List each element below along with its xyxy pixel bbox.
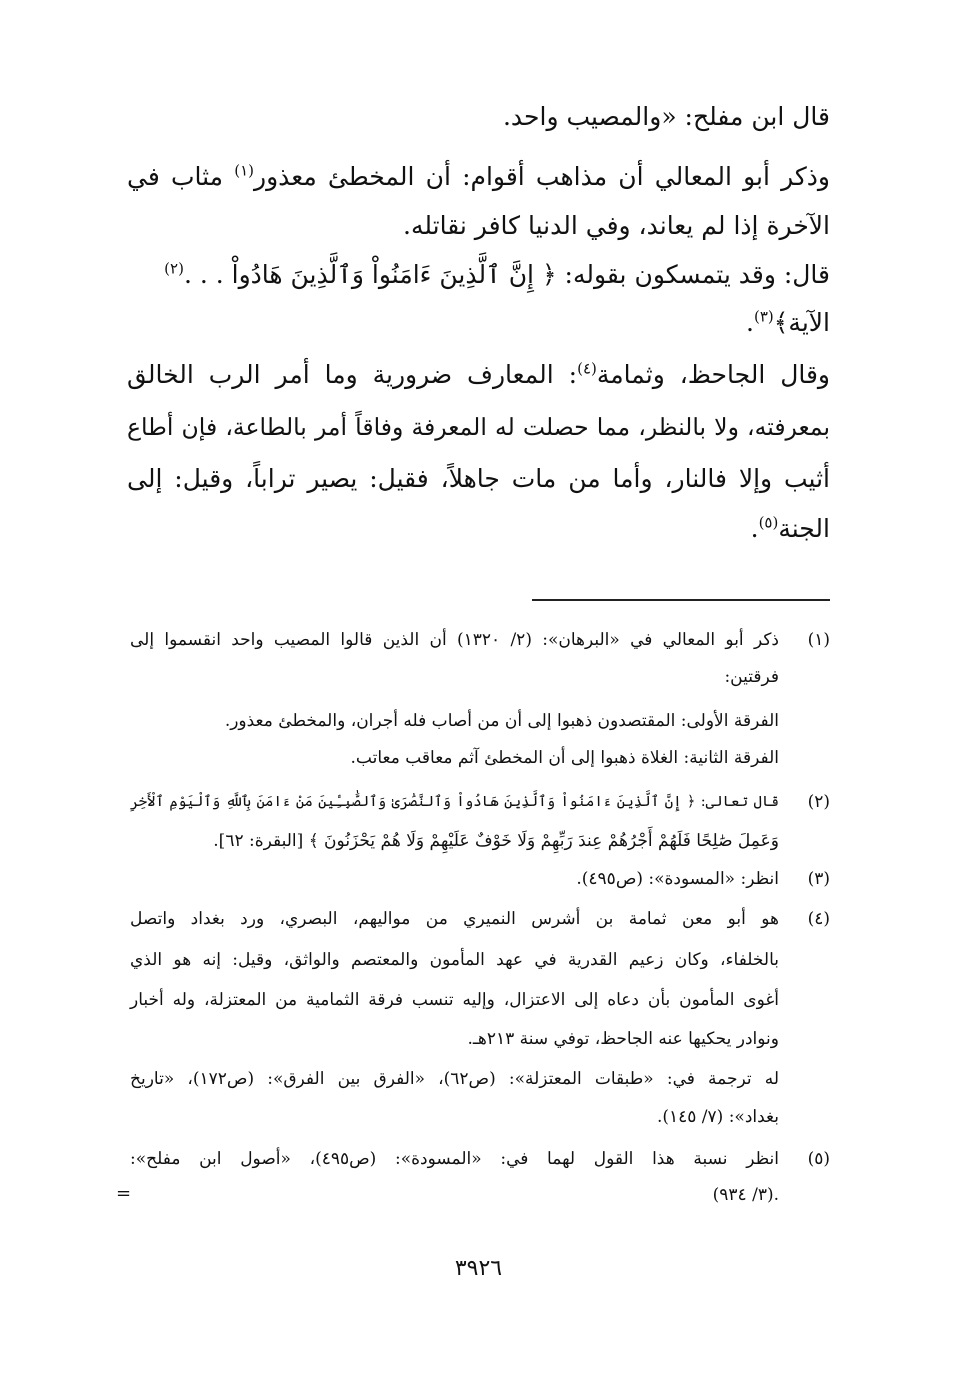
footnote-5-line-1: انظر نسبة هذا القول لهما في: «المسودة»: (ص٤٩٥)، «أصول ابن مفلح»: bbox=[130, 1149, 779, 1169]
footnote-2-line-1 bbox=[130, 787, 779, 817]
body-text: قال: وقد يتمسكون بقوله: bbox=[564, 260, 830, 289]
footnote-3-line-1: انظر: «المسودة»: (ص٤٩٥). bbox=[576, 869, 779, 889]
footnote-ref-2: (٢) bbox=[164, 259, 184, 278]
body-text: بمعرفته، ولا بالنظر، مما حصلت له المعرفة وفاقاً أمر بالطاعة، فإن أطاع bbox=[127, 413, 830, 441]
body-text: وذكر أبو المعالي أن مذاهب أقوام: أن المخطئ معذور bbox=[254, 162, 831, 191]
body-text: أثيب وإلا فالنار، وأما من مات جاهلاً، فقيل: يصير تراباً، وقيل: إلى bbox=[127, 464, 830, 493]
period: . bbox=[750, 514, 759, 543]
ellipsis: . . . bbox=[183, 260, 224, 289]
body-text: الآخرة إذا لم يعاند، وفي الدنيا كافر نقاتله. bbox=[403, 211, 830, 240]
footnote-4-line-5: له ترجمة في: «طبقات المعتزلة»: (ص٦٢)، «الفرق بين الفرق»: (ص١٧٢)، «تاريخ bbox=[130, 1069, 780, 1089]
body-line-9 bbox=[751, 509, 830, 549]
footnote-4-line-2: بالخلفاء، وكان زعيم القدرية في عهد المأمون والمعتصم والواثق، وقيل: إنه هو الذي bbox=[130, 950, 779, 970]
footnote-number-2: (٢) bbox=[807, 792, 830, 812]
footnote-1-line-1: ذكر أبو المعالي في «البرهان»: (٢/ ١٣٢٠) أن الذين قالوا المصيب واحد انقسموا إلى bbox=[130, 630, 779, 650]
body-line-1 bbox=[503, 97, 830, 137]
footnote-ref-3: (٣) bbox=[753, 307, 774, 326]
footnote-ref-5: (٥) bbox=[758, 513, 779, 532]
body-line-8 bbox=[127, 459, 830, 499]
body-text: مثاب في bbox=[127, 162, 224, 191]
body-line-3 bbox=[403, 206, 830, 246]
body-line-4 bbox=[164, 255, 830, 295]
footnote-4-line-6: بغداد»: (٧/ ١٤٥). bbox=[656, 1107, 779, 1127]
quran-verse: ﴿ إِنَّ ٱلَّذِينَ ءَامَنُواْ وَٱلَّذِينَ هَادُواْ bbox=[231, 260, 557, 289]
period: . bbox=[746, 308, 754, 337]
quran-bracket: ﴾ bbox=[773, 308, 789, 337]
body-text: الجنة bbox=[778, 514, 830, 543]
body-line-7 bbox=[127, 407, 830, 447]
footnote-4-line-4: ونوادر يحكيها عنه الجاحظ، توفي سنة ٢١٣هـ. bbox=[467, 1029, 779, 1049]
footnote-4-line-1: هو أبو معن ثمامة بن أشرس النميري من مواليهم، البصري، ورد بغداد واتصل bbox=[130, 909, 779, 929]
footnote-ref-4: (٤) bbox=[577, 359, 597, 378]
body-text: قال ابن مفلح: «والمصيب واحد. bbox=[502, 102, 830, 131]
surah-reference: [البقرة: ٦٢]. bbox=[213, 831, 304, 851]
body-text: : المعارف ضرورية وما أمر الرب الخالق bbox=[127, 360, 578, 389]
footnote-ref-1: (١) bbox=[234, 161, 255, 180]
body-text: الآية bbox=[788, 308, 830, 337]
page-number: ٣٩٢٦ bbox=[454, 1256, 503, 1281]
body-line-2 bbox=[127, 157, 830, 197]
body-text: وقال الجاحظ، وثمامة bbox=[596, 360, 831, 389]
footnote-number-1: (١) bbox=[807, 630, 830, 650]
continuation-mark: = bbox=[116, 1183, 132, 1204]
quran-verse: وَعَمِلَ صَٰلِحًا فَلَهُمْ أَجْرُهُمْ عِندَ رَبِّهِمْ وَلَا خَوْفٌ عَلَيْهِمْ وَلَا هُمْ يَحْزَنُونَ ﴾ bbox=[308, 831, 779, 851]
footnote-1-line-4: الفرقة الثانية: الغلاة ذهبوا إلى أن المخطئ آثم معاقب معاتب. bbox=[350, 748, 779, 768]
footnote-1-line-3: الفرقة الأولى: المقتصدون ذهبوا إلى أن من أصاب فله أجران، والمخطئ معذور. bbox=[224, 711, 779, 731]
footnote-5-line-2: (٣/ ٩٣٤). bbox=[712, 1185, 779, 1205]
body-line-5 bbox=[746, 303, 830, 343]
footnote-4-line-3: أغوى المأمون بأن دعاه إلى الاعتزال، وإليه تنسب فرقة الثمامية من المعتزلة، وله أخبار bbox=[130, 990, 779, 1010]
footnote-number-4: (٤) bbox=[807, 909, 830, 929]
footnote-separator bbox=[532, 599, 830, 601]
footnote-number-5: (٥) bbox=[807, 1149, 830, 1169]
footnote-1-line-2: فرقتين: bbox=[724, 667, 779, 687]
footnote-text: قال تعالى: bbox=[700, 794, 779, 810]
body-line-6 bbox=[127, 355, 830, 395]
footnote-number-3: (٣) bbox=[807, 869, 830, 889]
footnote-2-line-2 bbox=[213, 826, 779, 856]
quran-verse: ﴿ إِنَّ ٱلَّذِينَ ءَامَنُواْ وَٱلَّذِينَ هَادُواْ وَٱلنَّصَٰرَىٰ وَٱلصَّٰبِـِٔينَ مَنْ ءَامَنَ بِٱللَّهِ وَٱلْيَوْمِ ٱلْأَخِرِ bbox=[130, 794, 696, 810]
